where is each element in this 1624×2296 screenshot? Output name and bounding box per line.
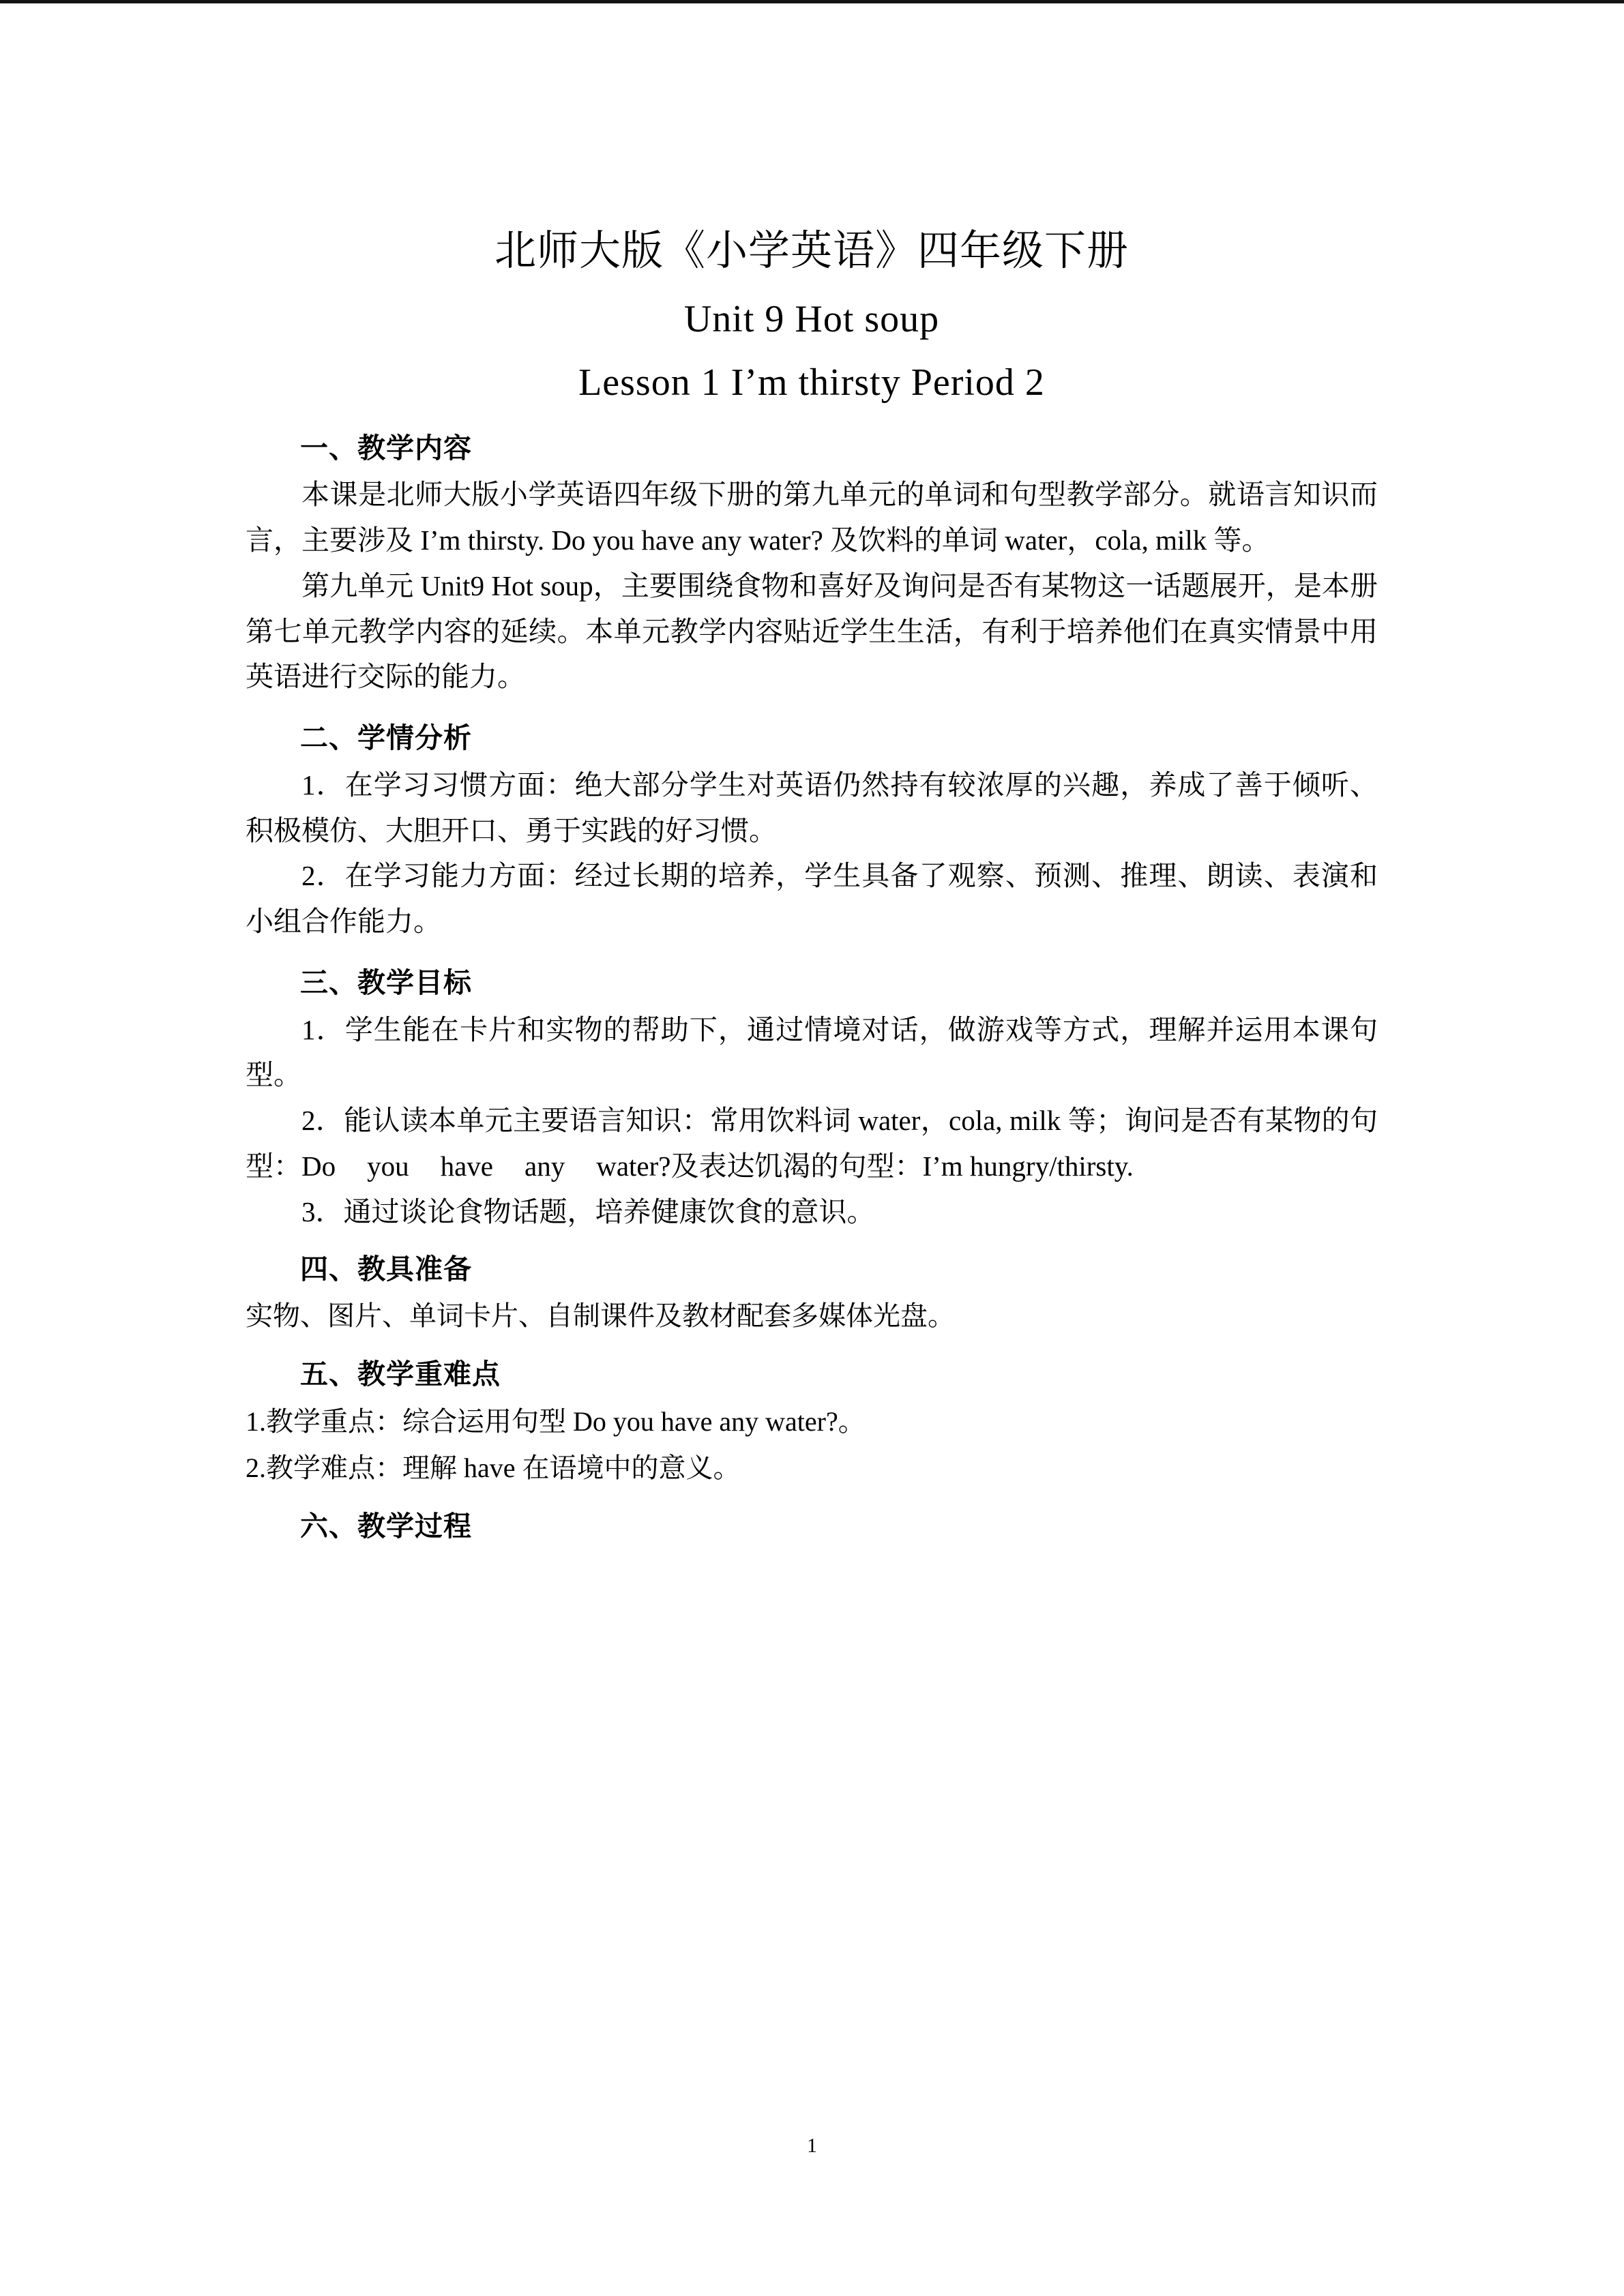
paragraph-content-2	[246, 563, 1378, 700]
text-frag: 第九单元	[301, 569, 421, 601]
section-heading-teaching-objectives: 三、教学目标	[300, 967, 472, 999]
text-frag-en: Do you have any water?	[573, 1405, 838, 1437]
text-frag: 等；询问是否有某物的句型：	[246, 1105, 1378, 1182]
text-frag-en: water?	[596, 1150, 671, 1182]
section-heading-key-difficult-points: 五、教学重难点	[300, 1358, 501, 1390]
document-title-lesson: Lesson 1 I’m thirsty Period 2	[578, 361, 1045, 404]
text-frag-en: you	[367, 1150, 409, 1182]
paragraph-analysis-1: 1．在学习习惯方面：绝大部分学生对英语仍然持有较浓厚的兴趣，养成了善于倾听、积极模仿、大胆开口、勇于实践的好习惯。	[246, 769, 1378, 846]
text-frag-en: water，cola, milk	[1005, 524, 1207, 556]
paragraph-key-point	[246, 1399, 1378, 1446]
section-heading-teaching-process: 六、教学过程	[300, 1510, 472, 1542]
text-frag: 。	[838, 1405, 866, 1437]
text-frag: 2.教学难点：理解	[246, 1452, 464, 1484]
text-frag: 本课是北师大版小学英语四年级下册的第九单元的单词和句型教学部分。就语言知识而言，主要涉及	[246, 479, 1378, 556]
text-frag: ，主要围绕食物和喜好及询问是否有某物这一话题展开，是本册第七单元教学内容的延续。本单元教学内容贴近学生生活，有利于培养他们在真实情景中用英语进行交际的能力。	[246, 569, 1378, 693]
text-frag: 等。	[1207, 524, 1270, 556]
text-frag-en: have	[464, 1452, 516, 1484]
text-frag-en: Do	[301, 1150, 336, 1182]
text-frag: 在语境中的意义。	[515, 1452, 741, 1484]
paragraph-analysis-2: 2．在学习能力方面：经过长期的培养，学生具备了观察、预测、推理、朗读、表演和小组合作能力。	[246, 860, 1378, 938]
text-frag-en: I’m thirsty. Do you have any water?	[420, 524, 823, 556]
title-block	[246, 225, 1378, 410]
section-heading-student-analysis: 二、学情分析	[300, 722, 472, 754]
document-title-unit: Unit 9 Hot soup	[683, 298, 940, 341]
paragraph-objective-3: 3．通过谈论食物话题，培养健康饮食的意识。	[301, 1195, 875, 1227]
page-number: 1	[807, 2134, 817, 2157]
text-frag-en: have	[440, 1150, 494, 1182]
section-heading-teaching-aids: 四、教具准备	[300, 1253, 472, 1285]
text-frag: 2．能认读本单元主要语言知识：常用饮料词	[301, 1105, 859, 1137]
text-frag-en: any	[525, 1150, 565, 1182]
paragraph-aids-1: 实物、图片、单词卡片、自制课件及教材配套多媒体光盘。	[246, 1300, 955, 1332]
text-frag-en: water，cola, milk	[858, 1105, 1061, 1137]
paragraph-objective-2	[246, 1098, 1378, 1189]
document-title-chinese: 北师大版《小学英语》四年级下册	[494, 228, 1129, 274]
paragraph-objective-1: 1．学生能在卡片和实物的帮助下，通过情境对话，做游戏等方式，理解并运用本课句型。	[246, 1013, 1378, 1091]
text-frag-en: Unit9 Hot soup	[420, 569, 593, 601]
text-frag-en: I’m hungry/thirsty.	[922, 1150, 1134, 1182]
text-frag: 1.教学重点：综合运用句型	[246, 1405, 573, 1437]
paragraph-content-1	[246, 472, 1378, 563]
text-frag: 及表达饥渴的句型：	[670, 1150, 923, 1182]
page-content	[246, 0, 1378, 1551]
paragraph-difficult-point	[246, 1445, 1378, 1492]
text-frag: 及饮料的单词	[823, 524, 1005, 556]
section-heading-teaching-content: 一、教学内容	[300, 432, 472, 464]
